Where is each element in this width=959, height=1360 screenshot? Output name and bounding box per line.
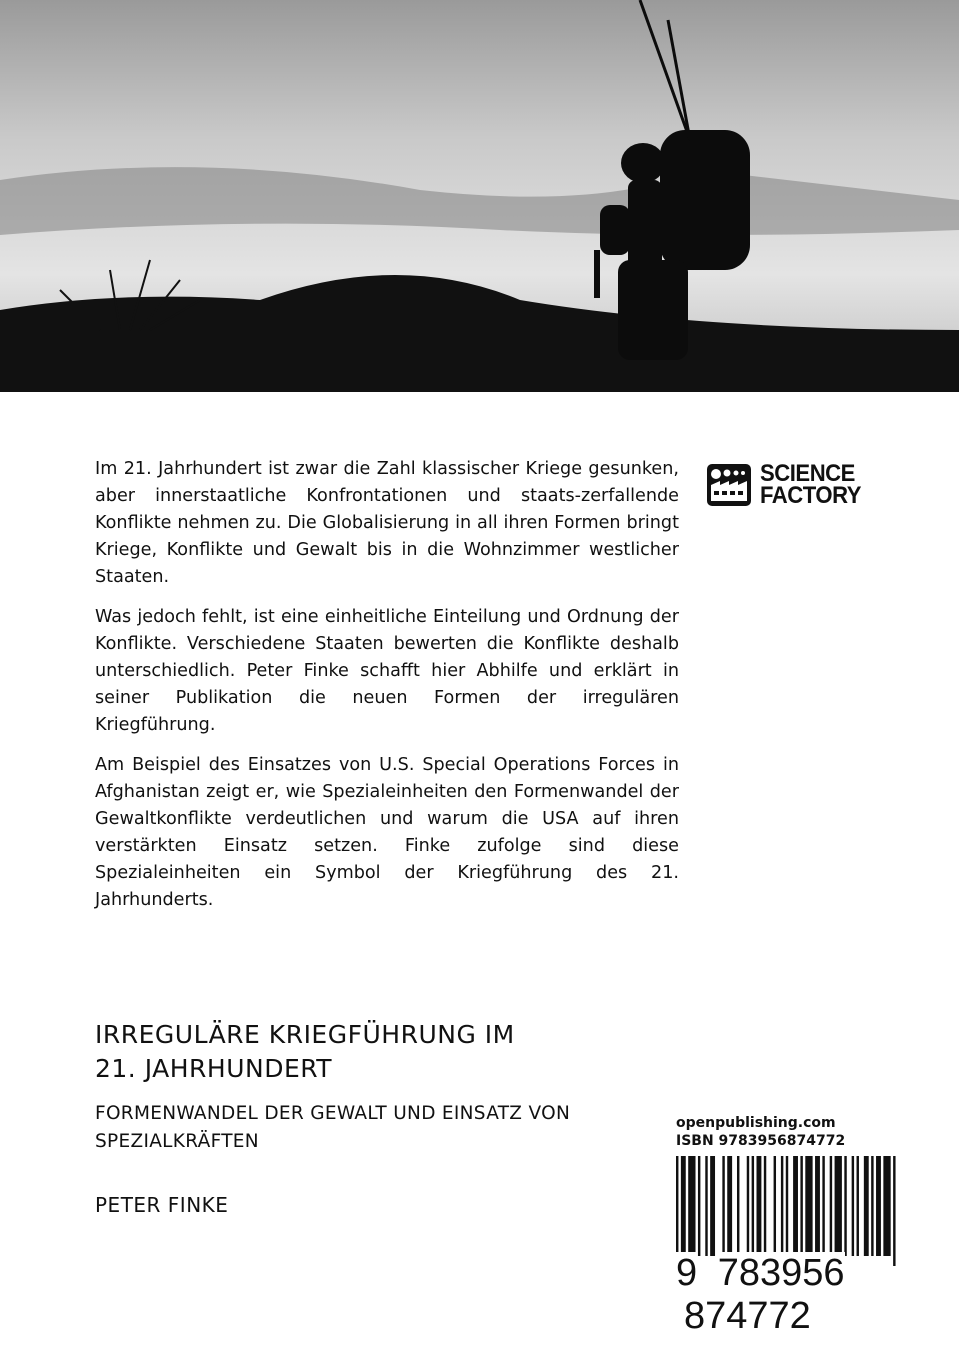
barcode-bar <box>883 1156 890 1256</box>
book-subtitle: FORMENWANDEL DER GEWALT UND EINSATZ VON SPEZIALKRÄFTEN <box>95 1103 571 1152</box>
barcode-bar <box>822 1156 824 1256</box>
cover-photo-soldier-silhouette <box>0 0 959 392</box>
publisher-info <box>676 1114 845 1150</box>
blurb-paragraph: Was jedoch fehlt, ist eine einheitliche Einteilung und Ordnung der Konflikte. Verschiedene Staaten bewerten die Konflikte deshalb unterschiedlich. Peter Finke schafft hier Abhilfe und erklärt in seiner Publikation die neuen Formen der irregulären Kriegführung. <box>95 607 679 735</box>
barcode-bar <box>688 1156 695 1256</box>
blurb-paragraph: Am Beispiel des Einsatzes von U.S. Special Operations Forces in Afghanistan zeigt er, wie Spezialeinheiten den Formenwandel der Gewaltkonflikte verdeutlichen und warum die USA auf ihren verstärkten Einsatz setzen. Finke zufolge sind diese Spezialeinheiten ein Symbol der Kriegführung des 21. Jahrhunderts. <box>95 755 679 910</box>
barcode-bar <box>871 1156 873 1256</box>
barcode <box>676 1156 898 1266</box>
barcode-bar <box>852 1156 854 1256</box>
blurb-paragraph: Im 21. Jahrhundert ist zwar die Zahl klassischer Kriege gesunken, aber innerstaatliche Konfrontationen und staats-zerfallende Konflikte nehmen zu. Die Globalisierung in all ihren Formen bringt Kriege, Konflikte und Gewalt bis in die Wohnzimmer westlicher Staaten. <box>95 459 679 587</box>
barcode-bar <box>857 1156 859 1256</box>
science-factory-logo <box>706 460 870 509</box>
logo-line-2: FACTORY <box>760 482 862 509</box>
barcode-bar <box>793 1156 798 1266</box>
title-line-2: 21. JAHRHUNDERT <box>95 1054 333 1083</box>
factory-icon <box>706 463 752 507</box>
barcode-bar <box>893 1156 895 1266</box>
barcode-bar <box>786 1156 788 1266</box>
barcode-bar <box>676 1156 678 1266</box>
barcode-bar <box>722 1156 724 1256</box>
barcode-first-digit: 9 <box>676 1252 698 1294</box>
barcode-group-1: 783956 <box>717 1252 845 1294</box>
publisher-website: openpublishing.com <box>676 1115 836 1131</box>
barcode-bar <box>805 1156 812 1256</box>
isbn-label: ISBN 9783956874772 <box>676 1133 846 1149</box>
barcode-bar <box>752 1156 754 1256</box>
barcode-bar <box>864 1156 869 1256</box>
barcode-bar <box>876 1156 881 1256</box>
barcode-bar <box>757 1156 762 1256</box>
barcode-bar <box>710 1156 715 1256</box>
barcode-group-2: 874772 <box>684 1295 811 1337</box>
barcode-bar <box>737 1156 739 1256</box>
barcode-bar <box>764 1156 766 1256</box>
book-title <box>95 1018 515 1086</box>
barcode-digits <box>676 1252 906 1338</box>
logo-line-1: SCIENCE <box>760 460 855 487</box>
author-name: PETER FINKE <box>95 1193 229 1217</box>
barcode-bar <box>705 1156 707 1256</box>
title-line-1: IRREGULÄRE KRIEGFÜHRUNG IM <box>95 1020 515 1049</box>
barcode-bar <box>698 1156 700 1256</box>
barcode-bar <box>747 1156 749 1256</box>
barcode-bar <box>800 1156 802 1256</box>
barcode-bar <box>815 1156 820 1256</box>
barcode-bar <box>835 1156 842 1256</box>
barcode-bar <box>844 1156 846 1256</box>
barcode-bar <box>781 1156 783 1256</box>
barcode-bar <box>774 1156 776 1256</box>
barcode-bar <box>727 1156 732 1256</box>
barcode-bar <box>681 1156 686 1266</box>
barcode-bar <box>830 1156 832 1256</box>
blurb-text <box>95 456 679 927</box>
